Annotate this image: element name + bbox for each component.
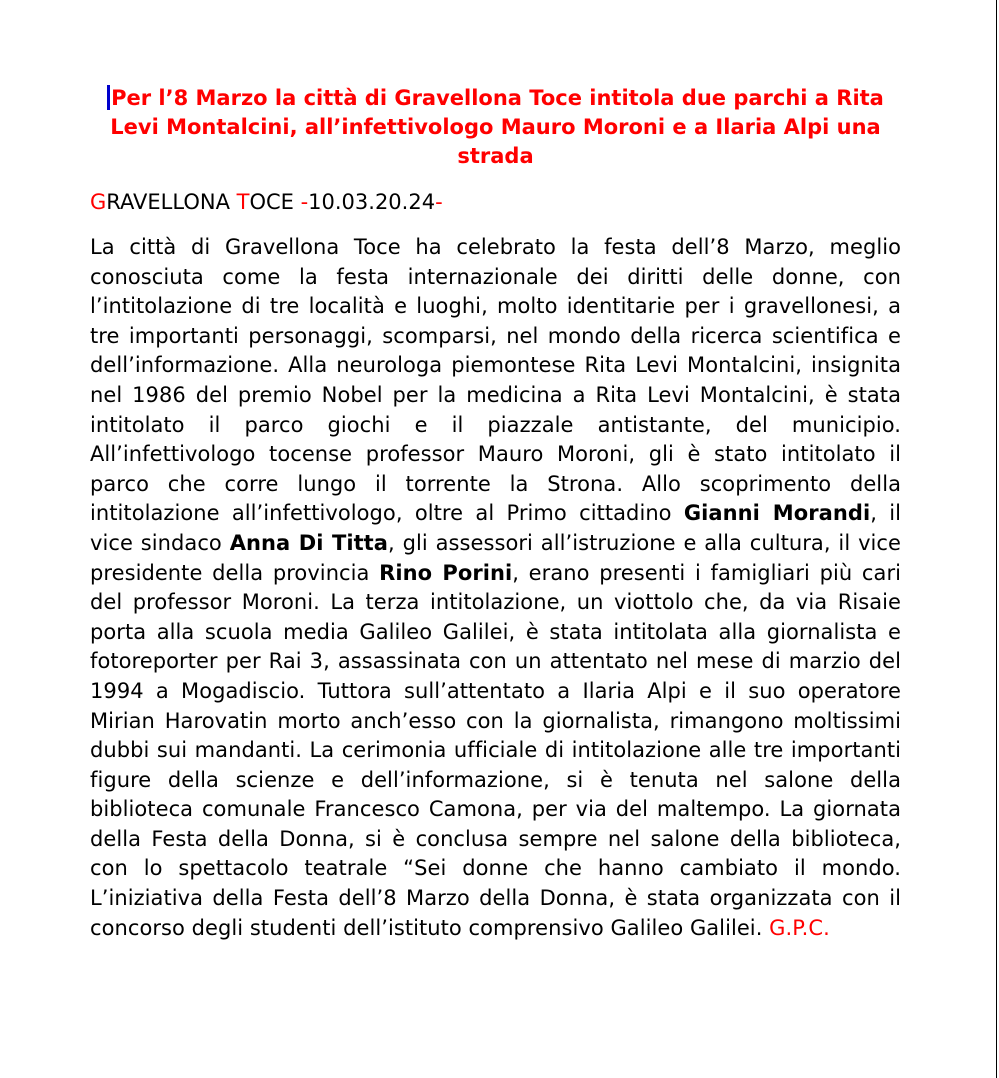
body-text-part-4: , erano presenti i famigliari più cari del professor Moroni. La terza intitolazione, un viottolo che, da via Risaie porta alla scuola media Galileo Galilei, è stata intitolata alla giornalista e fotoreporter per Rai 3, assassinata con un attentato nel mese di marzio del 1994 a Mogadiscio. Tuttora sull’attentato a Ilaria Alpi e il suo operatore Mirian Harovatin morto anch’esso con la giornalista, rimangono moltissimi dubbi sui mandanti. La cerimonia ufficiale di intitolazione alle tre importanti figure della scienze e dell’informazione, si è tenuta nel salone della biblioteca comunale Francesco Camona, per via del maltempo. La giornata della Festa della Donna, si è conclusa sempre nel salone della biblioteca, con lo spettacolo teatrale “Sei donne che hanno cambiato il mondo. L’iniziativa della Festa dell’8 Marzo della Donna, è stata organizzata con il concorso degli studenti dell’istituto comprensivo Galileo Galilei. (90, 560, 902, 940)
article-body (90, 233, 901, 943)
body-text-part-2: , il vice sindaco (90, 501, 901, 555)
dateline (90, 188, 901, 217)
dateline-date: 10.03.20.24 (308, 190, 436, 214)
name-gianni-morandi: Gianni Morandi (683, 501, 871, 526)
body-text-part-1: La città di Gravellona Toce ha celebrato la festa dell’8 Marzo, meglio conosciuta come la festa internazionale dei diritti delle donne, con l’intitolazione di tre località e luoghi, molto identitarie per i gravellonesi, a tre importanti personaggi, scomparsi, nel mondo della ricerca scientifica e dell’informazione. Alla neurologa piemontese Rita Levi Montalcini, insignita nel 1986 del premio Nobel per la medicina a Rita Levi Montalcini, è stata intitolato il parco giochi e il piazzale antistante, del municipio. All’infettivologo tocense professor Mauro Moroni, gli è stato intitolato il parco che corre lungo il torrente la Strona. Allo scoprimento della intitolazione all’infettivologo, oltre al Primo cittadino (90, 235, 901, 526)
name-anna-di-titta: Anna Di Titta (229, 530, 388, 555)
name-rino-porini: Rino Porini (379, 560, 513, 585)
author-signature: G.P.C. (769, 915, 830, 940)
dateline-initial-g: G (90, 190, 107, 214)
dateline-dash-open: - (300, 190, 309, 214)
dateline-initial-t: T (236, 190, 250, 214)
dateline-dash-close: - (435, 190, 443, 214)
document-page (90, 84, 901, 964)
page-edge-line (996, 0, 997, 1078)
text-cursor (107, 85, 110, 110)
body-text-part-3: , gli assessori all’istruzione e alla cultura, il vice presidente della provincia (90, 530, 901, 585)
article-title (90, 84, 901, 171)
dateline-ravellona: RAVELLONA (106, 190, 237, 214)
dateline-oce: OCE (249, 190, 301, 214)
article-title-text: Per l’8 Marzo la città di Gravellona Toce intitola due parchi a Rita Levi Montalcini, all’infettivologo Mauro Moroni e a Ilaria Alpi una strada (110, 86, 884, 168)
